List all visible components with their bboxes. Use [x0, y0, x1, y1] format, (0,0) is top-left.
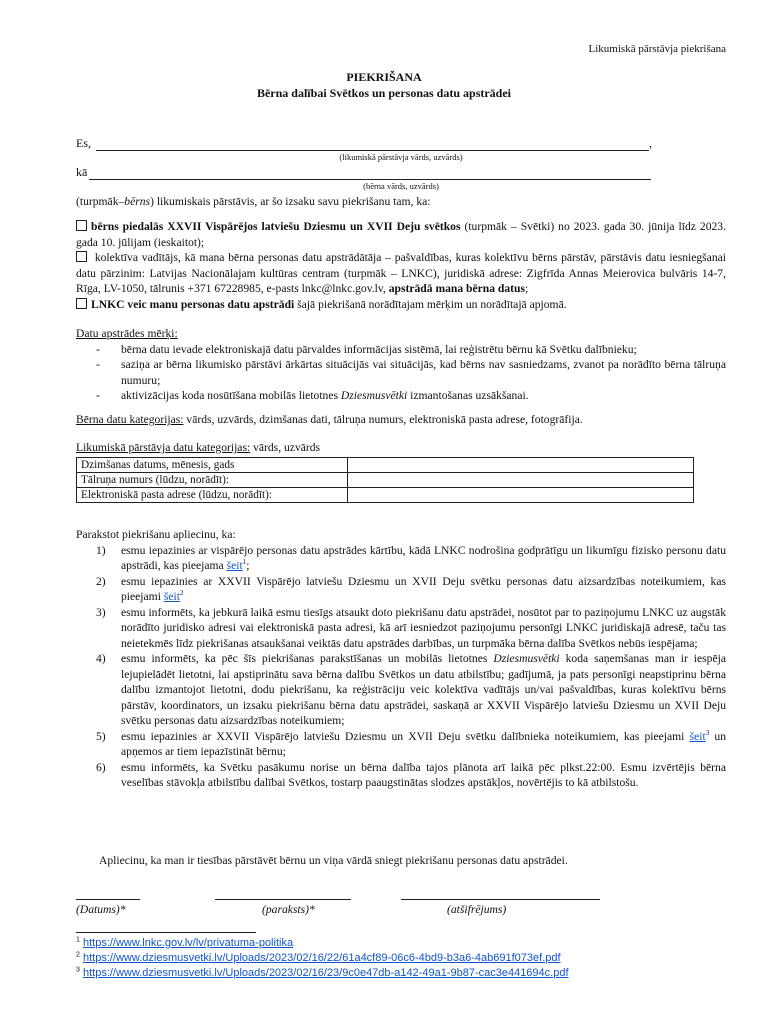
date-signature-line[interactable] [76, 899, 140, 900]
header-document-type: Likumiskā pārstāvja piekrišana [588, 43, 726, 55]
guardian-name-field[interactable] [96, 139, 649, 151]
footnote-link-2[interactable]: https://www.dziesmusvetki.lv/Uploads/2023/02/16/22/61a4cf89-06c6-4bd9-b3a6-4ab691f073ef.pdf [82, 952, 561, 964]
link-participant-rules[interactable]: šeit [689, 729, 706, 743]
guardian-data-table [76, 457, 694, 503]
signature-line[interactable] [215, 899, 351, 900]
consent-lnkc-processing: LNKC veic manu personas datu apstrādi šajā piekrišanā norādītajam mērķim un norādītajā apjomā. [76, 297, 726, 313]
footnote-ref-2: 2 [179, 589, 184, 598]
confirmations-list [76, 543, 726, 791]
child-categories: Bērna datu kategorijas: vārds, uzvārds, dzimšanas dati, tālruņa numurs, elektroniskā pasta adrese, fotogrāfija. [76, 413, 583, 426]
name-transcript-line[interactable] [401, 899, 600, 900]
list-item: - aktivizācijas koda nosūtīšana mobilās lietotnes Dziesmusvētki izmantošanas uzsākšanai. [76, 388, 726, 404]
checkbox-leader-processing[interactable] [76, 251, 87, 262]
confirmations-section [76, 527, 726, 791]
page-subtitle: Bērna dalībai Svētkos un personas datu apstrādei [256, 86, 512, 100]
birthdate-field[interactable] [348, 458, 694, 473]
footnote-link-3[interactable]: https://www.dziesmusvetki.lv/Uploads/2023/02/16/23/9c0e47db-a142-49a1-9b87-cac3e441694c.pdf [82, 967, 569, 979]
guardian-name-caption: (likumiskā pārstāvja vārds, uzvārds) [339, 152, 463, 162]
intro-statement: (turpmāk–bērns) likumiskais pārstāvis, ar šo izsaku savu piekrišanu tam, ka: [76, 195, 431, 208]
footnote-ref-1: 1 [242, 558, 247, 567]
table-row [77, 488, 694, 503]
guardian-categories: Likumiskā pārstāvja datu kategorijas: vārds, uzvārds [76, 441, 321, 454]
signature-label: (paraksts)* [262, 903, 315, 916]
list-item: - saziņa ar bērna likumisko pārstāvi ārkārtas situācijās vai situācijās, kad bērns nav sasniedzams, zvanot pa norādīto bērna tālruņa numuru; [76, 357, 726, 388]
es-label: Es, [76, 136, 91, 150]
child-name-row [76, 165, 651, 180]
list-item: 4) esmu informēts, ka pēc šīs piekrišanas parakstīšanas un mobilās lietotnes Dziesmusvētki koda saņemšanas man ir iespēja lejupielādēt lietotni, lai apstiprinātu sava bērna dalību Svētkos un datu atbilstību; gadījumā, ja pats personīgi neapstiprinu bērna dalību izmantojot lietotni, dodu piekrišanu, ka reģistrāciju veic kolektīva vadītājs un/vai pašvaldības, kuras kolektīvu bērns pārstāv, koordinators, un izsaku piekrišanu bērna datu apstrādei, saskaņā ar XXVII Vispārējo latviešu Dziesmu un XVII Deju svētku personas datu aizsardzības noteikumiem; [96, 652, 726, 727]
consent-list [76, 219, 726, 312]
list-item: 5) esmu iepazinies ar XXVII Vispārējo latviešu Dziesmu un XVII Deju svētku dalībnieka noteikumiem, kas pieejami šeit$^3$ un apņemos ar tiem iepazīstināt bērnu; [96, 728, 726, 758]
confirmations-intro: Parakstot piekrišanu apliecinu, ka: [76, 528, 236, 541]
name-transcript-label: (atšifrējums) [447, 903, 507, 916]
table-row [77, 458, 694, 473]
table-cell-label: Elektroniskā pasta adrese (lūdzu, norādīt): [77, 488, 348, 503]
footnote-ref-3: 3 [705, 728, 710, 737]
date-label: (Datums)* [76, 903, 126, 916]
link-data-protection-rules[interactable]: šeit [163, 590, 180, 603]
child-name-field[interactable] [89, 168, 651, 180]
child-name-caption: (bērna vārds, uzvārds) [363, 181, 439, 191]
purposes-heading: Datu apstrādes mērķi: [76, 327, 178, 340]
link-privacy-policy[interactable]: šeit [226, 559, 243, 572]
footnote-1: $^1$ https://www.lnkc.gov.lv/lv/privatuma-politika [76, 936, 294, 949]
guardian-name-row [76, 136, 652, 151]
page-title: PIEKRIŠANA [346, 70, 422, 84]
footnote-2: $^2$ https://www.dziesmusvetki.lv/Uploads/2023/02/16/22/61a4cf89-06c6-4bd9-b3a6-4ab691f073ef.pdf [76, 951, 561, 964]
footnote-3: $^3$ https://www.dziesmusvetki.lv/Uploads/2023/02/16/23/9c0e47db-a142-49a1-9b87-cac3e441694c.pdf [76, 966, 569, 979]
es-comma: , [649, 136, 652, 150]
checkbox-participation[interactable] [76, 220, 87, 231]
footnote-link-1[interactable]: https://www.lnkc.gov.lv/lv/privatuma-politika [82, 937, 294, 949]
list-item: 6) esmu informēts, ka Svētku pasākumu norise un bērna dalība tajos plānota arī laikā pēc plkst.22:00. Esmu izvērtējis bērna veselības stāvokļa atbilstību dalībai Svētkos, tostarp paaugstinātas slodzes apstākļos, novērtējis to kā atbilstošu. [96, 760, 726, 789]
list-item: - bērna datu ievade elektroniskajā datu pārvaldes informācijas sistēmā, lai reģistrētu bērnu kā Svētku dalībnieku; [76, 342, 726, 358]
table-cell-label: Tālruņa numurs (lūdzu, norādīt): [77, 473, 348, 488]
email-field[interactable] [348, 488, 694, 503]
consent-participation: bērns piedalās XXVII Vispārējos latviešu Dziesmu un XVII Deju svētkos (turpmāk – Svētki) no 2023. gada 30. jūnija līdz 2023. gada 10. jūlijam (ieskaitot); [76, 220, 726, 249]
table-cell-label: Dzimšanas datums, mēnesis, gads [77, 458, 348, 473]
consent-leader-processing: kolektīva vadītājs, kā mana bērna personas datu apstrādātāja – pašvaldības, kuras kolektīvu bērns pārstāv, pārstāvis datu iesniegšanai datu pārzinim: Latvijas Nacionālajam kultūras centram (turpmāk – LNKC), juridiskā adrese: Zigfrīda Annas Meierovica bulvāris 14-7, Rīga, LV-1050, tālrunis +371 67228985, e-pasts lnkc@lnkc.gov.lv, apstrādā mana bērna datus; [76, 251, 726, 295]
table-row [77, 473, 694, 488]
footnote-separator [76, 932, 256, 933]
phone-field[interactable] [348, 473, 694, 488]
list-item: 1) esmu iepazinies ar vispārējo personas datu apstrādes kārtību, kādā LNKC nodrošina godprātīgu un likumīgu fizisko personu datu apstrādi, kas pieejama šeit$^1$; [96, 543, 726, 572]
closing-statement: Apliecinu, ka man ir tiesības pārstāvēt bērnu un viņa vārdā sniegt piekrišanu personas datu apstrādei. [99, 854, 568, 867]
checkbox-lnkc-processing[interactable] [76, 298, 87, 309]
list-item: 2) esmu iepazinies ar XXVII Vispārējo latviešu Dziesmu un XVII Deju svētku personas datu aizsardzības noteikumiem, kas pieejami šeit$^2$ [96, 574, 726, 603]
purposes-list [76, 342, 726, 404]
ka-label: kā [76, 165, 88, 179]
purposes-section [76, 326, 726, 404]
list-item: 3) esmu informēts, ka jebkurā laikā esmu tiesīgs atsaukt doto piekrišanu datu apstrādei, nosūtot par to paziņojumu LNKC uz augstāk norādīto juridisko adresi vai elektroniskā pasta adresi, kā arī iesniedzot paziņojumu personīgi LNKC juridiskajā adresē, taču tas neietekmēs līdz piekrišanas atsaukšanai veiktās datu apstrādes darbības, un turpmāka bērna dalība Svētkos nebūs iespējama; [96, 605, 726, 650]
